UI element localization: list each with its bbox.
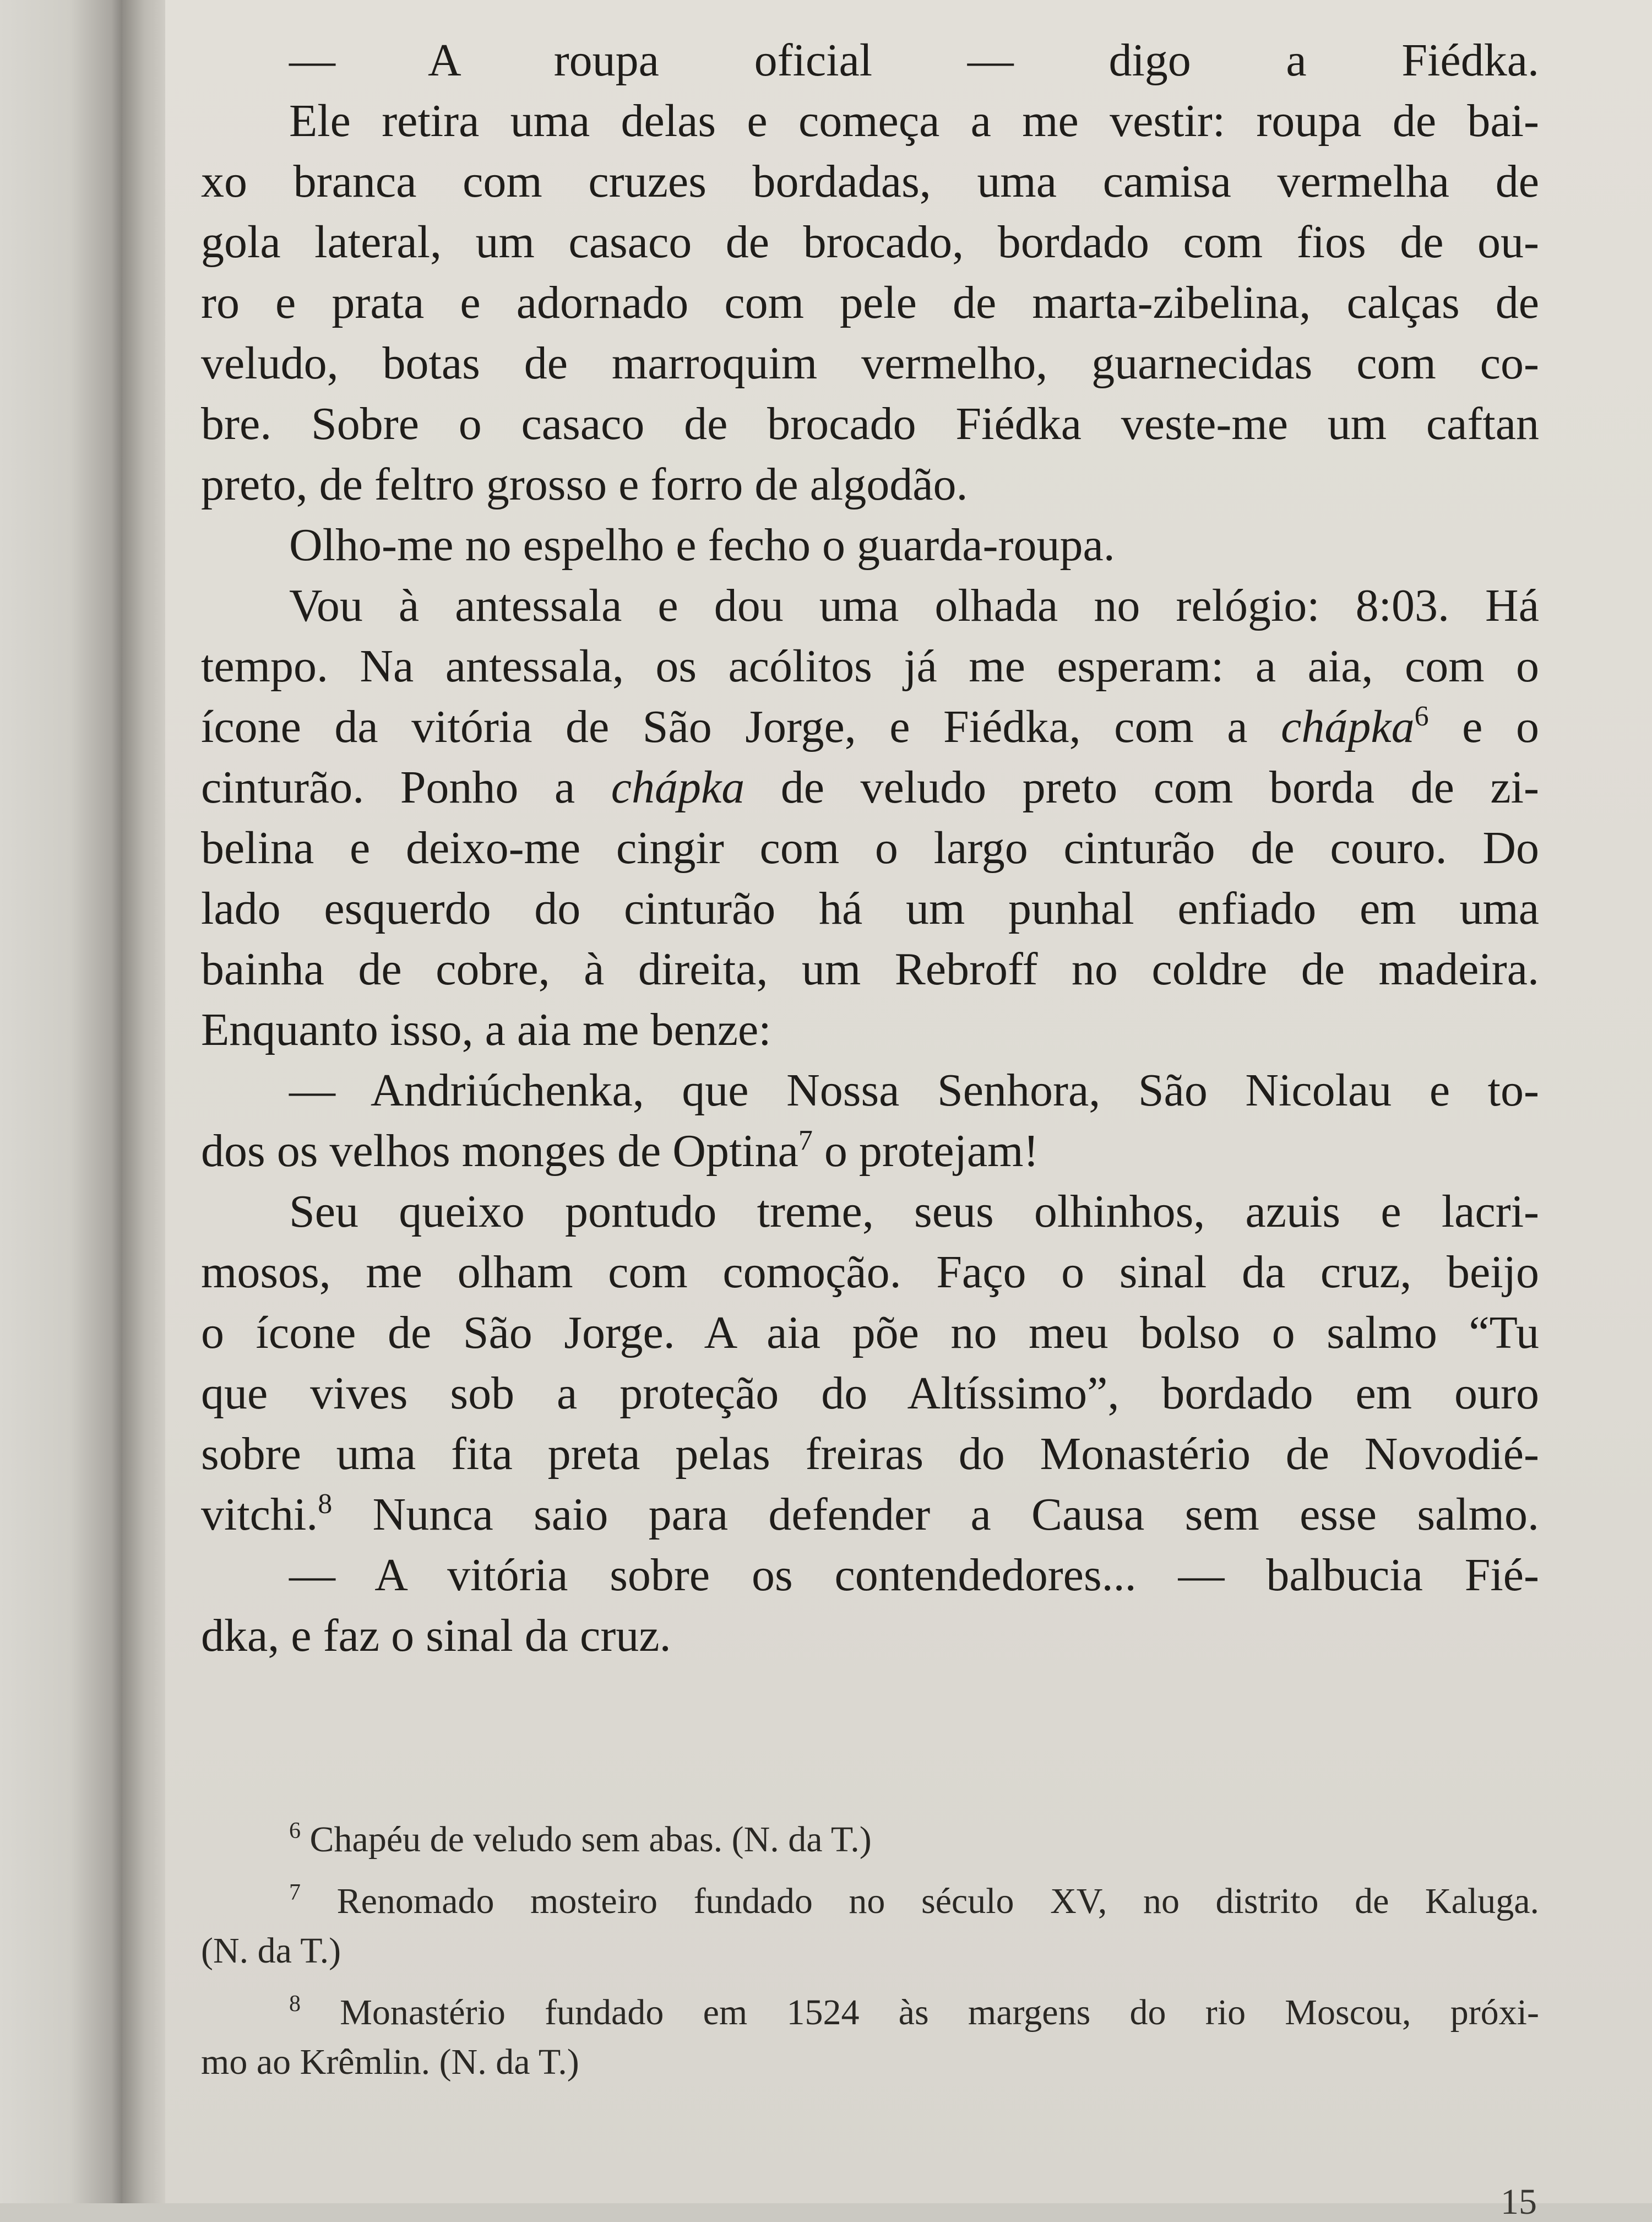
body-line-15: lado esquerdo do cinturão há um punhal enfiado em uma bbox=[201, 883, 1539, 934]
footnote-number: 6 bbox=[289, 1818, 301, 1844]
text-run: de veludo preto com borda de zi- bbox=[745, 762, 1539, 813]
body-line-6: veludo, botas de marroquim vermelho, guarnecidas com co- bbox=[201, 338, 1539, 389]
body-line-27: dka, e faz o sinal da cruz. bbox=[201, 1610, 671, 1661]
body-line-17: Enquanto isso, a aia me benze: bbox=[201, 1004, 771, 1055]
body-line-12 bbox=[201, 697, 1539, 757]
body-line-8: preto, de feltro grosso e forro de algodão. bbox=[201, 459, 968, 510]
footnote-ref-6[interactable]: 6 bbox=[1414, 701, 1429, 732]
body-line-18: — Andriúchenka, que Nossa Senhora, São Nicolau e to- bbox=[289, 1065, 1539, 1116]
footnote-text: Renomado mosteiro fundado no século XV, no distrito de Kaluga. bbox=[336, 1881, 1540, 1921]
footnote-8-continued: mo ao Krêmlin. (N. da T.) bbox=[201, 2042, 579, 2082]
body-line-21: mosos, me olham com comoção. Faço o sinal da cruz, beijo bbox=[201, 1247, 1539, 1298]
body-line-11: tempo. Na antessala, os acólitos já me esperam: a aia, com o bbox=[201, 641, 1539, 692]
body-line-13 bbox=[201, 757, 1539, 818]
body-line-4: gola lateral, um casaco de brocado, bordado com fios de ou- bbox=[201, 216, 1539, 268]
body-line-19 bbox=[201, 1121, 1539, 1182]
body-text bbox=[201, 30, 1539, 1666]
body-line-23: que vives sob a proteção do Altíssimo”, bordado em ouro bbox=[201, 1368, 1539, 1419]
italic-term: chápka bbox=[1281, 701, 1415, 752]
footnote-text: Monastério fundado em 1524 às margens do rio Moscou, próxi- bbox=[340, 1992, 1539, 2033]
body-line-9: Olho-me no espelho e fecho o guarda-roupa. bbox=[289, 519, 1115, 571]
body-line-2: Ele retira uma delas e começa a me vestir: roupa de bai- bbox=[289, 95, 1539, 147]
body-line-26: — A vitória sobre os contendedores... — balbucia Fié- bbox=[289, 1549, 1539, 1601]
body-line-14: belina e deixo-me cingir com o largo cinturão de couro. Do bbox=[201, 822, 1539, 874]
text-run: dos os velhos monges de Optina bbox=[201, 1125, 798, 1177]
facing-page-edge bbox=[0, 0, 127, 2203]
footnote-7-continued: (N. da T.) bbox=[201, 1931, 341, 1971]
body-line-5: ro e prata e adornado com pele de marta-zibelina, calças de bbox=[201, 277, 1539, 328]
footnote-7 bbox=[201, 1877, 1539, 1926]
body-line-7: bre. Sobre o casaco de brocado Fiédka veste-me um caftan bbox=[201, 398, 1539, 449]
text-run: o protejam! bbox=[812, 1125, 1039, 1177]
page-number: 15 bbox=[1501, 2182, 1537, 2222]
body-line-24: sobre uma fita preta pelas freiras do Monastério de Novodié- bbox=[201, 1428, 1539, 1479]
text-run: vitchi. bbox=[201, 1489, 318, 1540]
text-run: e o bbox=[1428, 701, 1539, 752]
body-line-16: bainha de cobre, à direita, um Rebroff no coldre de madeira. bbox=[201, 944, 1539, 995]
footnote-text: Chapéu de veludo sem abas. (N. da T.) bbox=[309, 1819, 872, 1860]
footnotes bbox=[201, 1815, 1539, 2087]
body-line-10: Vou à antessala e dou uma olhada no relógio: 8:03. Há bbox=[289, 580, 1539, 631]
body-line-1: — A roupa oficial — digo a Fiédka. bbox=[289, 35, 1539, 86]
footnote-ref-7[interactable]: 7 bbox=[798, 1125, 813, 1156]
text-run: cinturão. Ponho a bbox=[201, 762, 611, 813]
footnote-6 bbox=[201, 1815, 1539, 1865]
book-gutter bbox=[122, 0, 172, 2203]
footnote-number: 8 bbox=[289, 1991, 301, 2017]
body-line-22: o ícone de São Jorge. A aia põe no meu bolso o salmo “Tu bbox=[201, 1307, 1539, 1358]
text-run: ícone da vitória de São Jorge, e Fiédka, com a bbox=[201, 701, 1281, 752]
body-line-20: Seu queixo pontudo treme, seus olhinhos, azuis e lacri- bbox=[289, 1186, 1539, 1237]
body-line-3: xo branca com cruzes bordadas, uma camisa vermelha de bbox=[201, 156, 1539, 207]
footnote-8 bbox=[201, 1988, 1539, 2037]
footnote-ref-8[interactable]: 8 bbox=[318, 1488, 333, 1520]
italic-term: chápka bbox=[611, 762, 745, 813]
text-run: Nunca saio para defender a Causa sem esse salmo. bbox=[332, 1489, 1539, 1540]
body-line-25 bbox=[201, 1484, 1539, 1545]
footnote-number: 7 bbox=[289, 1880, 301, 1905]
